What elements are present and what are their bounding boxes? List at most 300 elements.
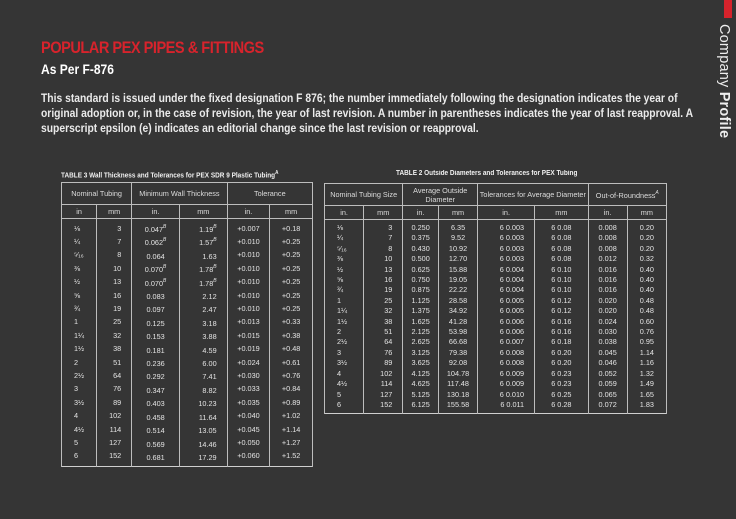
table-row (62, 369, 313, 382)
side-label-bold: Profile (716, 91, 732, 139)
cell-value: 4.625 (411, 379, 430, 389)
table-cell (179, 302, 227, 315)
table-row (325, 337, 667, 347)
cell-value: 114 (380, 379, 393, 389)
table-cell (270, 219, 313, 236)
cell-value: ⅜ (74, 263, 81, 273)
cell-value: 0.083 (146, 292, 165, 302)
table-cell (403, 358, 439, 368)
cell-value: 2 (74, 357, 79, 367)
cell-value: 0.48 (639, 306, 654, 316)
table-row (325, 369, 667, 379)
cell-value: +0.010 (237, 303, 260, 313)
cell-value: 41.28 (448, 316, 468, 326)
table-cell (97, 329, 132, 342)
cell-value: 3 (74, 384, 79, 394)
table-cell (62, 329, 97, 342)
table-cell (227, 289, 270, 302)
cell-value: 76 (384, 347, 393, 357)
table-cell (438, 285, 477, 295)
table-cell (179, 235, 227, 248)
header-tol-avg-diameter: Tolerances for Average Diameter (478, 184, 588, 206)
cell-value: 3.18 (202, 318, 217, 328)
table-row (62, 289, 313, 302)
cell-value: 6 0.28 (551, 399, 572, 409)
cell-value: +0.25 (281, 303, 301, 313)
table-cell (179, 356, 227, 369)
table-cell (179, 383, 227, 396)
table-cell (325, 327, 364, 337)
cell-value: +1.02 (281, 411, 301, 421)
table-row (325, 348, 667, 358)
table-cell (478, 358, 535, 368)
table-cell (325, 306, 364, 316)
header-nominal-size: Nominal Tubing Size (325, 184, 403, 206)
cell-value: 4.59 (202, 345, 217, 355)
cell-value: 0.430 (411, 243, 430, 253)
cell-value: 2.625 (411, 337, 430, 347)
table-cell (478, 348, 535, 358)
table-cell (132, 262, 180, 275)
table-cell (132, 302, 180, 315)
table-cell (588, 254, 627, 264)
cell-value: +0.050 (237, 438, 260, 447)
table-cell (227, 249, 270, 262)
cell-footnote: B (213, 264, 217, 271)
table-cell (179, 276, 227, 289)
cell-value: 10 (384, 254, 393, 264)
table-row (62, 423, 313, 436)
table-cell (227, 423, 270, 436)
unit-header: mm (438, 206, 477, 220)
cell-value: 6 (337, 399, 342, 409)
cell-value: 6 0.003 (499, 243, 525, 253)
unit-header: in. (588, 206, 627, 220)
table-cell (478, 244, 535, 254)
table-row (325, 296, 667, 306)
cell-value: 0.008 (598, 233, 617, 243)
table-cell (438, 275, 477, 285)
cell-value: 0.059 (598, 379, 617, 389)
table-row (62, 396, 313, 409)
cell-value: ¼ (74, 236, 81, 246)
table-cell (627, 358, 666, 368)
table-cell (62, 383, 97, 396)
page-subtitle: As Per F-876 (41, 61, 114, 77)
table-cell (535, 220, 588, 234)
table-cell (588, 390, 627, 400)
cell-value: 8.82 (202, 385, 217, 395)
cell-value: 1.65 (639, 389, 654, 399)
table-cell (325, 390, 364, 400)
cell-value: 155.58 (446, 399, 470, 409)
table-cell (478, 220, 535, 234)
table-cell (403, 306, 439, 316)
cell-value: 15.88 (448, 264, 468, 274)
cell-value: 13 (113, 277, 122, 287)
table-cell (438, 390, 477, 400)
table-cell (97, 235, 132, 248)
cell-value: 0.046 (598, 358, 617, 368)
cell-value: 0.045 (598, 347, 617, 357)
table-cell (179, 369, 227, 382)
cell-value: 6 0.12 (551, 295, 572, 305)
table-cell (179, 450, 227, 467)
cell-value: 0.20 (639, 243, 654, 253)
cell-value: +0.013 (237, 317, 260, 327)
cell-value: 1.16 (639, 358, 654, 368)
cell-value: 0.60 (639, 316, 654, 326)
side-label-light: Company (716, 24, 732, 92)
table-cell (627, 327, 666, 337)
table-row (325, 285, 667, 295)
cell-value: 6 0.005 (499, 306, 525, 316)
table-cell (438, 369, 477, 379)
table-row (325, 358, 667, 368)
cell-value: 6 0.10 (551, 285, 572, 295)
table-cell (403, 369, 439, 379)
table-cell (179, 316, 227, 329)
table-row (62, 437, 313, 450)
cell-value: 0.097 (146, 305, 165, 315)
cell-value: 6 (74, 451, 79, 461)
table-cell (97, 343, 132, 356)
table-cell (325, 265, 364, 275)
table-cell (364, 317, 403, 327)
table-cell (403, 390, 439, 400)
cell-value: 1.49 (639, 379, 654, 389)
table-cell (588, 265, 627, 275)
table-cell (132, 219, 180, 236)
cell-value: 6 0.009 (499, 368, 525, 378)
table-cell (364, 233, 403, 243)
table-cell (588, 348, 627, 358)
table-cell (97, 276, 132, 289)
cell-value: 0.40 (639, 264, 654, 274)
cell-footnote: B (163, 264, 167, 271)
table-row (62, 450, 313, 467)
cell-value: +0.61 (281, 357, 301, 367)
cell-value: 25 (113, 317, 122, 327)
cell-value: 2½ (337, 337, 348, 347)
table-cell (325, 400, 364, 414)
cell-value: 6 0.004 (499, 275, 525, 285)
cell-value: ¾ (74, 303, 81, 313)
cell-value: 102 (109, 411, 122, 421)
cell-value: 0.020 (598, 306, 617, 316)
cell-value: 2.125 (411, 327, 430, 337)
cell-value: ¾ (337, 285, 344, 295)
table-cell (535, 400, 588, 414)
cell-value: 0.070 (144, 278, 164, 288)
cell-value: 6 0.003 (499, 233, 525, 243)
table-cell (325, 275, 364, 285)
cell-value: 12.70 (448, 254, 468, 264)
cell-value: 0.20 (639, 233, 654, 243)
cell-value: ½ (74, 277, 81, 287)
table-cell (438, 254, 477, 264)
cell-value: 1 (337, 295, 342, 305)
table-cell (227, 383, 270, 396)
cell-value: 6 0.20 (551, 347, 572, 357)
unit-header: mm (270, 205, 313, 219)
table-cell (132, 383, 180, 396)
cell-value: 0.016 (598, 275, 617, 285)
header-avg-od: Average Outside Diameter (403, 184, 478, 206)
cell-value: 1½ (74, 344, 85, 354)
table-cell (97, 369, 132, 382)
cell-value: ⁵⁄₁₆ (74, 250, 84, 260)
cell-value: 0.875 (411, 285, 430, 295)
cell-value: 2 (337, 327, 342, 337)
table-cell (403, 254, 439, 264)
cell-value: 0.569 (146, 439, 165, 449)
cell-value: 89 (384, 358, 393, 368)
cell-value: 2½ (74, 370, 85, 380)
table-cell (62, 276, 97, 289)
cell-value: 14.46 (198, 439, 217, 449)
header-nominal-tubing: Nominal Tubing (62, 183, 132, 205)
cell-value: 0.024 (598, 316, 617, 326)
cell-value: ¼ (337, 233, 344, 243)
cell-value: 4 (74, 411, 79, 421)
table-cell (588, 233, 627, 243)
table-cell (62, 219, 97, 236)
table-cell (325, 220, 364, 234)
table-cell (438, 220, 477, 234)
table-cell (227, 329, 270, 342)
unit-header: mm (97, 205, 132, 219)
cell-value: 17.29 (198, 452, 217, 462)
cell-value: 0.40 (639, 285, 654, 295)
cell-value: 3.88 (202, 332, 217, 342)
table-cell (438, 358, 477, 368)
table-row (62, 276, 313, 289)
cell-value: 51 (384, 327, 393, 337)
cell-value: 0.514 (146, 426, 165, 436)
cell-value: +0.060 (237, 451, 260, 461)
table-cell (179, 249, 227, 262)
table-cell (535, 296, 588, 306)
table-cell (588, 317, 627, 327)
table-cell (97, 437, 132, 450)
table-cell (535, 275, 588, 285)
table3-caption-text: TABLE 3 Wall Thickness and Tolerances for PEX SDR 9 Plastic Tubing (61, 172, 276, 180)
table3-caption (61, 170, 278, 179)
cell-value: 0.625 (411, 264, 430, 274)
cell-value: 0.95 (639, 337, 654, 347)
table-cell (325, 244, 364, 254)
cell-value: 6 0.005 (499, 295, 525, 305)
table-cell (325, 254, 364, 264)
table-cell (179, 289, 227, 302)
table-cell (403, 265, 439, 275)
table-cell (364, 337, 403, 347)
table-cell (62, 235, 97, 248)
cell-value: 6 0.23 (551, 368, 572, 378)
unit-header: in (62, 205, 97, 219)
table-cell (535, 317, 588, 327)
unit-header: in. (478, 206, 535, 220)
cell-value: 0.681 (146, 452, 165, 462)
cell-value: 1.14 (639, 347, 654, 357)
table-cell (364, 358, 403, 368)
table-cell (627, 233, 666, 243)
cell-value: 79.38 (448, 347, 468, 357)
cell-value: ⅝ (74, 290, 81, 300)
cell-value: 6 0.004 (499, 285, 525, 295)
cell-value: +1.27 (281, 438, 301, 447)
table-cell (62, 249, 97, 262)
table-cell (132, 437, 180, 450)
cell-value: 3 (337, 347, 342, 357)
table-cell (62, 396, 97, 409)
table-cell (438, 379, 477, 389)
cell-value: ½ (337, 264, 344, 274)
cell-value: 6.35 (450, 223, 466, 232)
table-row (62, 343, 313, 356)
cell-value: 5 (74, 438, 79, 447)
table-cell (478, 306, 535, 316)
table-cell (627, 348, 666, 358)
table-cell (325, 369, 364, 379)
cell-value: 32 (113, 330, 122, 340)
table-cell (535, 265, 588, 275)
table-cell (62, 450, 97, 467)
table-cell (270, 343, 313, 356)
cell-value: 4 (337, 368, 342, 378)
cell-value: 6 0.16 (551, 316, 572, 326)
table-cell (535, 244, 588, 254)
table-cell (627, 244, 666, 254)
table-cell (364, 220, 403, 234)
table-row (62, 235, 313, 248)
cell-value: 4.125 (411, 368, 430, 378)
table-cell (478, 265, 535, 275)
table-cell (403, 348, 439, 358)
cell-value: 0.030 (598, 327, 617, 337)
table-cell (227, 235, 270, 248)
cell-value: 66.68 (448, 337, 468, 347)
cell-value: 0.375 (411, 233, 430, 243)
cell-value: 6 0.003 (499, 254, 525, 264)
cell-value: +0.89 (281, 397, 301, 407)
cell-value: 6 0.10 (551, 264, 572, 274)
cell-value: 0.016 (598, 285, 617, 295)
cell-value: 130.18 (446, 389, 470, 399)
cell-value: +0.045 (237, 424, 260, 434)
table-cell (535, 254, 588, 264)
table-cell (270, 329, 313, 342)
table-cell (179, 396, 227, 409)
table-cell (478, 275, 535, 285)
table-cell (627, 254, 666, 264)
table-cell (364, 285, 403, 295)
cell-value: 64 (113, 370, 122, 380)
cell-value: 6 0.004 (499, 264, 525, 274)
oor-note: A (655, 189, 659, 196)
table-cell (588, 337, 627, 347)
table-cell (364, 244, 403, 254)
cell-value: +0.25 (281, 263, 301, 273)
table-cell (132, 410, 180, 423)
table-cell (403, 379, 439, 389)
table-cell (627, 265, 666, 275)
table3-caption-note: A (275, 170, 279, 176)
table-cell (325, 358, 364, 368)
cell-value: 127 (380, 389, 393, 399)
table-cell (97, 423, 132, 436)
cell-value: 19 (384, 285, 393, 295)
table-cell (325, 296, 364, 306)
table-cell (627, 379, 666, 389)
cell-value: 4½ (74, 424, 85, 434)
table-cell (478, 285, 535, 295)
cell-value: ⅛ (337, 223, 344, 232)
table-cell (438, 400, 477, 414)
table-cell (97, 450, 132, 467)
cell-value: 1.63 (202, 251, 217, 261)
table-cell (588, 296, 627, 306)
table-cell (270, 316, 313, 329)
cell-value: 6 0.08 (551, 223, 572, 232)
unit-header: in. (403, 206, 439, 220)
table-cell (478, 327, 535, 337)
cell-value: +0.25 (281, 236, 301, 246)
page-title: POPULAR PEX PIPES & FITTINGS (41, 38, 264, 57)
table-cell (179, 219, 227, 236)
table-cell (588, 244, 627, 254)
cell-value: +0.25 (281, 290, 301, 300)
cell-value: 2.12 (202, 292, 217, 302)
cell-value: +0.015 (237, 330, 260, 340)
table-cell (364, 379, 403, 389)
cell-value: 64 (384, 337, 393, 347)
table-cell (179, 343, 227, 356)
table-cell (478, 337, 535, 347)
table-cell (438, 244, 477, 254)
cell-value: 6 0.16 (551, 327, 572, 337)
cell-value: 6 0.20 (551, 358, 572, 368)
table-cell (132, 396, 180, 409)
cell-value: 7 (117, 236, 122, 246)
cell-value: +0.18 (281, 223, 301, 233)
table-cell (227, 316, 270, 329)
cell-value: 5.125 (411, 389, 430, 399)
cell-value: ⅝ (337, 275, 344, 285)
table-cell (132, 289, 180, 302)
table-cell (438, 337, 477, 347)
cell-value: 1¼ (337, 306, 348, 316)
table-cell (627, 400, 666, 414)
table-cell (227, 437, 270, 450)
table-cell (535, 306, 588, 316)
cell-value: 6 0.011 (500, 399, 525, 409)
cell-value: 6 0.008 (499, 347, 525, 357)
table-cell (270, 423, 313, 436)
cell-value: +0.010 (237, 250, 260, 260)
table-cell (179, 262, 227, 275)
cell-value: 1.375 (411, 306, 430, 316)
table-cell (627, 337, 666, 347)
cell-value: 6 0.008 (499, 358, 525, 368)
table-cell (270, 302, 313, 315)
table-cell (588, 400, 627, 414)
table-cell (62, 410, 97, 423)
cell-value: 6 0.010 (499, 389, 525, 399)
table-cell (270, 450, 313, 467)
table-row (325, 220, 667, 234)
